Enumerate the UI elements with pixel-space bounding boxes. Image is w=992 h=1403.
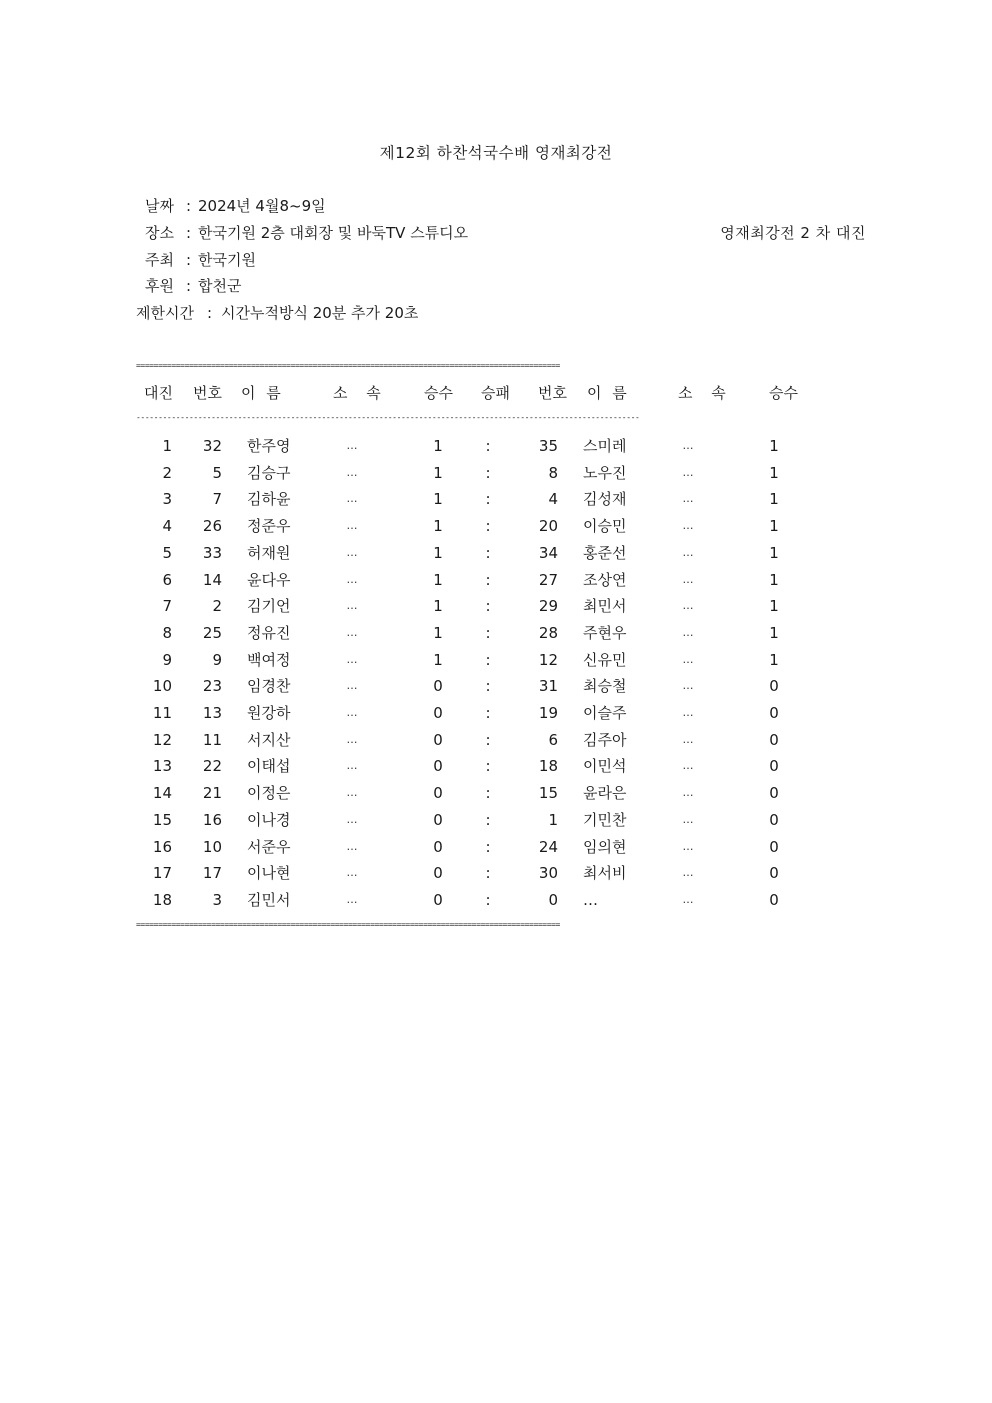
row-player1-name: 김기언 (247, 597, 291, 615)
header-wins-2: 승수 (769, 384, 798, 402)
row-match-number: 1 (162, 437, 172, 455)
row-player1-name: 서준우 (247, 838, 291, 856)
row-match-number: 3 (162, 490, 172, 508)
row-player1-wins: 1 (433, 571, 443, 589)
row-player1-name: 이나현 (247, 864, 291, 882)
row-player2-name: 기민찬 (583, 811, 627, 829)
header-affiliation-1: 소 속 (333, 384, 381, 402)
row-player2-name: 홍준선 (583, 544, 627, 562)
row-player1-number: 3 (212, 891, 222, 909)
row-result-separator: : (485, 731, 491, 749)
row-player2-affiliation: … (682, 893, 694, 906)
row-player1-wins: 0 (433, 677, 443, 695)
row-player1-affiliation: … (346, 786, 358, 799)
row-match-number: 10 (152, 677, 172, 695)
date-label: 날짜 (145, 197, 174, 215)
double-rule-top: ================================================================================================ (136, 361, 560, 370)
header-number-2: 번호 (538, 384, 567, 402)
row-player2-name: 윤라은 (583, 784, 627, 802)
row-player2-name: 임의현 (583, 838, 627, 856)
row-player2-wins: 1 (769, 464, 779, 482)
row-player2-affiliation: … (682, 439, 694, 452)
host-label: 주최 (145, 251, 174, 269)
row-player2-number: 4 (548, 490, 558, 508)
row-player2-number: 18 (538, 757, 558, 775)
venue-value: 한국기원 2층 대회장 및 바둑TV 스튜디오 (198, 224, 469, 242)
row-player1-name: 이나경 (247, 811, 291, 829)
row-player1-name: 김민서 (247, 891, 291, 909)
row-player1-wins: 0 (433, 704, 443, 722)
row-player1-affiliation: … (346, 866, 358, 879)
row-player1-affiliation: … (346, 759, 358, 772)
row-player2-affiliation: … (682, 599, 694, 612)
header-affiliation-2: 소 속 (678, 384, 726, 402)
row-result-separator: : (485, 464, 491, 482)
row-match-number: 18 (152, 891, 172, 909)
row-player1-name: 원강하 (247, 704, 291, 722)
row-player2-wins: 0 (769, 677, 779, 695)
row-result-separator: : (485, 757, 491, 775)
row-match-number: 13 (152, 757, 172, 775)
row-player2-number: 27 (538, 571, 558, 589)
row-player1-name: 정유진 (247, 624, 291, 642)
row-player1-number: 9 (212, 651, 222, 669)
row-player1-wins: 0 (433, 891, 443, 909)
row-player1-number: 10 (202, 838, 222, 856)
row-player2-wins: 1 (769, 651, 779, 669)
row-match-number: 8 (162, 624, 172, 642)
row-player2-wins: 0 (769, 838, 779, 856)
row-player2-affiliation: … (682, 866, 694, 879)
row-player2-wins: 1 (769, 517, 779, 535)
row-player2-affiliation: … (682, 519, 694, 532)
row-result-separator: : (485, 677, 491, 695)
row-player2-name: 노우진 (583, 464, 627, 482)
row-player2-affiliation: … (682, 706, 694, 719)
row-player1-number: 21 (202, 784, 222, 802)
row-player2-number: 30 (538, 864, 558, 882)
round-label: 영재최강전 2 차 대진 (720, 224, 866, 242)
row-player1-wins: 1 (433, 490, 443, 508)
row-player2-name: 신유민 (583, 651, 627, 669)
row-result-separator: : (485, 784, 491, 802)
row-result-separator: : (485, 517, 491, 535)
time-limit-separator: : (207, 304, 213, 322)
row-player1-number: 7 (212, 490, 222, 508)
row-player1-wins: 0 (433, 784, 443, 802)
row-player2-wins: 1 (769, 624, 779, 642)
row-player2-affiliation: … (682, 679, 694, 692)
row-player2-affiliation: … (682, 733, 694, 746)
row-player1-number: 16 (202, 811, 222, 829)
row-result-separator: : (485, 891, 491, 909)
row-player2-number: 1 (548, 811, 558, 829)
row-player2-number: 35 (538, 437, 558, 455)
row-player2-wins: 1 (769, 597, 779, 615)
header-name-1: 이 름 (241, 384, 281, 402)
row-player1-number: 14 (202, 571, 222, 589)
row-result-separator: : (485, 811, 491, 829)
row-player2-number: 0 (548, 891, 558, 909)
sponsor-label: 후원 (145, 277, 174, 295)
host-separator: : (186, 251, 192, 269)
row-player2-affiliation: … (682, 759, 694, 772)
row-player1-wins: 0 (433, 757, 443, 775)
row-player1-affiliation: … (346, 519, 358, 532)
row-player2-affiliation: … (682, 466, 694, 479)
row-player1-affiliation: … (346, 492, 358, 505)
row-player2-number: 31 (538, 677, 558, 695)
row-player1-name: 이태섭 (247, 757, 291, 775)
row-player1-name: 이정은 (247, 784, 291, 802)
row-match-number: 15 (152, 811, 172, 829)
time-limit-value: 시간누적방식 20분 추가 20초 (221, 304, 419, 322)
row-player2-number: 8 (548, 464, 558, 482)
row-player1-number: 25 (202, 624, 222, 642)
sponsor-separator: : (186, 277, 192, 295)
row-player1-affiliation: … (346, 813, 358, 826)
row-player2-wins: 1 (769, 490, 779, 508)
row-player2-name: 최민서 (583, 597, 627, 615)
venue-separator: : (186, 224, 192, 242)
row-player1-name: 윤다우 (247, 571, 291, 589)
row-player1-wins: 1 (433, 464, 443, 482)
row-player1-name: 김하윤 (247, 490, 291, 508)
row-player1-name: 백여정 (247, 651, 291, 669)
row-player1-affiliation: … (346, 679, 358, 692)
date-separator: : (186, 197, 192, 215)
row-match-number: 2 (162, 464, 172, 482)
row-player2-wins: 0 (769, 757, 779, 775)
row-result-separator: : (485, 544, 491, 562)
header-result: 승패 (481, 384, 510, 402)
row-player1-name: 서지산 (247, 731, 291, 749)
row-player2-name: … (583, 891, 598, 909)
row-match-number: 9 (162, 651, 172, 669)
row-match-number: 12 (152, 731, 172, 749)
row-player2-number: 29 (538, 597, 558, 615)
row-player2-affiliation: … (682, 573, 694, 586)
row-player1-affiliation: … (346, 546, 358, 559)
row-player1-affiliation: … (346, 893, 358, 906)
single-rule: ------------------------------------------------------------------------------------------------------------------ (136, 413, 640, 422)
row-player1-wins: 1 (433, 437, 443, 455)
time-limit-label: 제한시간 (136, 304, 194, 322)
row-match-number: 4 (162, 517, 172, 535)
row-player1-name: 임경찬 (247, 677, 291, 695)
row-player2-number: 20 (538, 517, 558, 535)
row-player2-affiliation: … (682, 546, 694, 559)
row-match-number: 14 (152, 784, 172, 802)
row-match-number: 6 (162, 571, 172, 589)
row-player1-number: 5 (212, 464, 222, 482)
row-player1-number: 17 (202, 864, 222, 882)
row-result-separator: : (485, 651, 491, 669)
row-player1-name: 김승구 (247, 464, 291, 482)
row-player1-wins: 0 (433, 731, 443, 749)
row-player1-wins: 1 (433, 544, 443, 562)
document-title: 제12회 하찬석국수배 영재최강전 (379, 144, 613, 162)
row-player1-number: 32 (202, 437, 222, 455)
row-player1-affiliation: … (346, 706, 358, 719)
row-player1-number: 26 (202, 517, 222, 535)
row-player2-number: 24 (538, 838, 558, 856)
row-player2-wins: 0 (769, 784, 779, 802)
row-player1-wins: 1 (433, 651, 443, 669)
row-player2-affiliation: … (682, 786, 694, 799)
row-player2-affiliation: … (682, 840, 694, 853)
row-player2-name: 스미레 (583, 437, 627, 455)
double-rule-bottom: ================================================================================================ (136, 920, 560, 929)
row-match-number: 11 (152, 704, 172, 722)
row-player1-affiliation: … (346, 439, 358, 452)
row-player1-number: 11 (202, 731, 222, 749)
row-player2-number: 19 (538, 704, 558, 722)
row-player1-number: 2 (212, 597, 222, 615)
row-player1-affiliation: … (346, 840, 358, 853)
row-player2-name: 이민석 (583, 757, 627, 775)
row-player1-number: 22 (202, 757, 222, 775)
row-player2-wins: 0 (769, 891, 779, 909)
row-player1-affiliation: … (346, 733, 358, 746)
row-player2-name: 김주아 (583, 731, 627, 749)
row-result-separator: : (485, 597, 491, 615)
row-player1-number: 23 (202, 677, 222, 695)
row-player2-name: 이승민 (583, 517, 627, 535)
row-player1-number: 13 (202, 704, 222, 722)
row-result-separator: : (485, 704, 491, 722)
row-player2-number: 28 (538, 624, 558, 642)
row-player1-affiliation: … (346, 626, 358, 639)
row-result-separator: : (485, 864, 491, 882)
row-player2-number: 12 (538, 651, 558, 669)
row-player2-name: 최서비 (583, 864, 627, 882)
row-player1-number: 33 (202, 544, 222, 562)
row-player1-name: 허재원 (247, 544, 291, 562)
header-number-1: 번호 (193, 384, 222, 402)
row-match-number: 17 (152, 864, 172, 882)
header-name-2: 이 름 (587, 384, 627, 402)
row-player2-number: 6 (548, 731, 558, 749)
row-player2-affiliation: … (682, 813, 694, 826)
row-player1-wins: 1 (433, 597, 443, 615)
row-player2-wins: 0 (769, 811, 779, 829)
row-result-separator: : (485, 838, 491, 856)
row-player2-affiliation: … (682, 653, 694, 666)
row-player1-wins: 0 (433, 811, 443, 829)
header-match: 대진 (144, 384, 173, 402)
row-player2-name: 조상연 (583, 571, 627, 589)
row-player2-wins: 1 (769, 437, 779, 455)
row-match-number: 16 (152, 838, 172, 856)
row-player1-affiliation: … (346, 653, 358, 666)
venue-label: 장소 (145, 224, 174, 242)
row-player1-wins: 1 (433, 624, 443, 642)
date-value: 2024년 4월8~9일 (198, 197, 326, 215)
row-player2-wins: 0 (769, 704, 779, 722)
row-player2-wins: 1 (769, 571, 779, 589)
row-match-number: 5 (162, 544, 172, 562)
host-value: 한국기원 (198, 251, 256, 269)
row-result-separator: : (485, 437, 491, 455)
row-player1-name: 한주영 (247, 437, 291, 455)
sponsor-value: 합천군 (198, 277, 242, 295)
row-match-number: 7 (162, 597, 172, 615)
row-result-separator: : (485, 571, 491, 589)
header-wins-1: 승수 (424, 384, 453, 402)
row-result-separator: : (485, 624, 491, 642)
row-player2-number: 34 (538, 544, 558, 562)
row-player1-wins: 0 (433, 864, 443, 882)
row-player1-wins: 1 (433, 517, 443, 535)
row-player2-wins: 1 (769, 544, 779, 562)
row-player2-wins: 0 (769, 731, 779, 749)
row-player1-affiliation: … (346, 466, 358, 479)
row-player2-name: 김성재 (583, 490, 627, 508)
row-player2-affiliation: … (682, 626, 694, 639)
row-player1-name: 정준우 (247, 517, 291, 535)
row-player2-affiliation: … (682, 492, 694, 505)
row-player1-affiliation: … (346, 573, 358, 586)
row-player2-name: 최승철 (583, 677, 627, 695)
row-player2-name: 주현우 (583, 624, 627, 642)
row-player2-name: 이슬주 (583, 704, 627, 722)
row-player2-wins: 0 (769, 864, 779, 882)
row-player1-affiliation: … (346, 599, 358, 612)
row-player1-wins: 0 (433, 838, 443, 856)
row-result-separator: : (485, 490, 491, 508)
row-player2-number: 15 (538, 784, 558, 802)
